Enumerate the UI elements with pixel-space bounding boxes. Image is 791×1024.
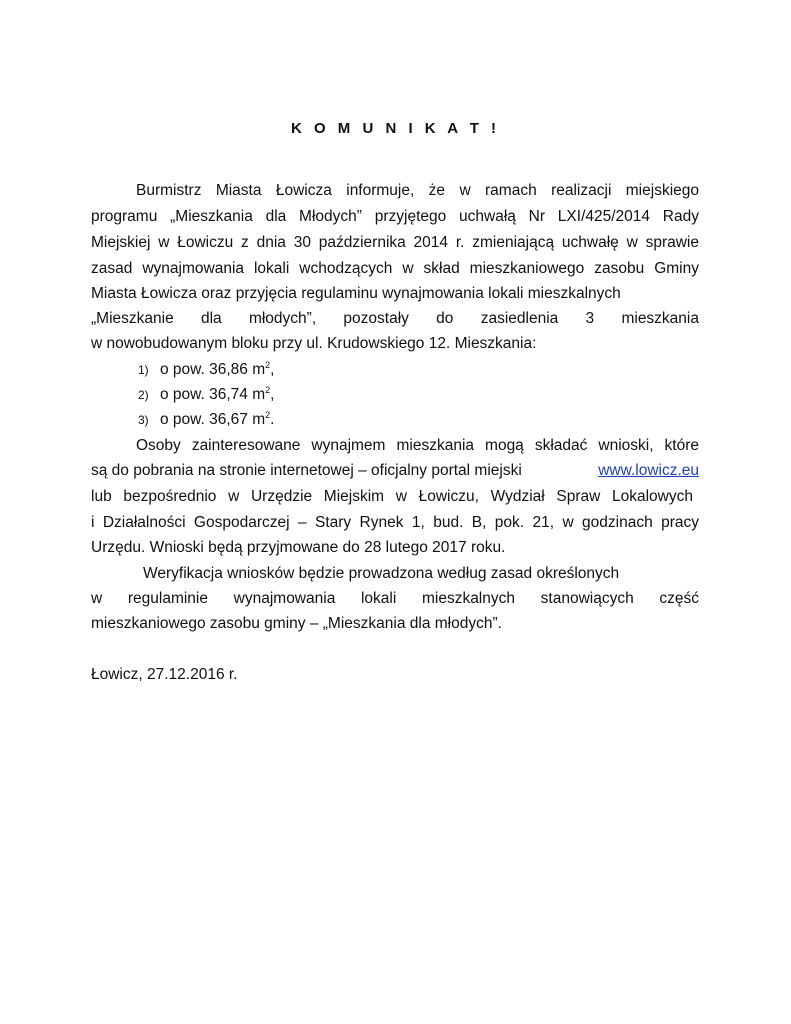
paragraph-line: Burmistrz Miasta Łowicza informuje, że w ramach realizacji miejskiego — [136, 182, 699, 199]
list-end: , — [270, 386, 275, 403]
paragraph-line: mieszkaniowego zasobu gminy – „Mieszkania dla młodych”. — [91, 615, 502, 632]
paragraph-line: Miejskiej w Łowiczu z dnia 30 października 2014 r. zmieniającą uchwałę w sprawie — [91, 234, 699, 251]
paragraph-line: w nowobudowanym bloku przy ul. Krudowskiego 12. Mieszkania: — [91, 335, 537, 352]
paragraph-line: Miasta Łowicza oraz przyjęcia regulaminu wynajmowania lokali mieszkalnych — [91, 285, 621, 302]
paragraph-line-with-link — [91, 461, 699, 481]
document-title: K O M U N I K A T ! — [290, 120, 501, 137]
list-text: o pow. 36,86 m — [160, 361, 266, 378]
paragraph-line: zasad wynajmowania lokali wchodzących w skład mieszkaniowego zasobu Gminy — [91, 260, 699, 277]
superscript: 2 — [265, 409, 271, 420]
paragraph-line: Weryfikacja wniosków będzie prowadzona według zasad określonych — [143, 565, 620, 582]
paragraph-line: „Mieszkanie dla młodych”, pozostały do zasiedlenia 3 mieszkania — [91, 310, 699, 327]
paragraph-line: Osoby zainteresowane wynajmem mieszkania mogą składać wnioski, które — [136, 437, 699, 454]
paragraph-line: lub bezpośrednio w Urzędzie Miejskim w Łowiczu, Wydział Spraw Lokalowych — [91, 488, 693, 505]
list-text: o pow. 36,67 m — [160, 411, 266, 428]
list-end: , — [270, 361, 275, 378]
paragraph-text: są do pobrania na stronie internetowej – oficjalny portal miejski — [91, 462, 522, 479]
list-number: 3) — [138, 413, 149, 427]
superscript: 2 — [265, 359, 271, 370]
paragraph-line: Urzędu. Wnioski będą przyjmowane do 28 lutego 2017 roku. — [91, 539, 506, 556]
superscript: 2 — [265, 384, 271, 395]
list-number: 2) — [138, 388, 149, 402]
paragraph-line: i Działalności Gospodarczej – Stary Rynek 1, bud. B, pok. 21, w godzinach pracy — [91, 514, 699, 531]
list-item — [138, 410, 274, 430]
place-date: Łowicz, 27.12.2016 r. — [91, 666, 238, 683]
list-end: . — [270, 411, 275, 428]
list-number: 1) — [138, 363, 149, 377]
paragraph-line: programu „Mieszkania dla Młodych” przyjętego uchwałą Nr LXI/425/2014 Rady — [91, 208, 699, 225]
list-item — [138, 360, 274, 380]
website-link[interactable]: www.lowicz.eu — [598, 462, 699, 479]
list-item — [138, 385, 274, 405]
paragraph-line: w regulaminie wynajmowania lokali mieszkalnych stanowiących część — [91, 590, 699, 607]
list-text: o pow. 36,74 m — [160, 386, 266, 403]
